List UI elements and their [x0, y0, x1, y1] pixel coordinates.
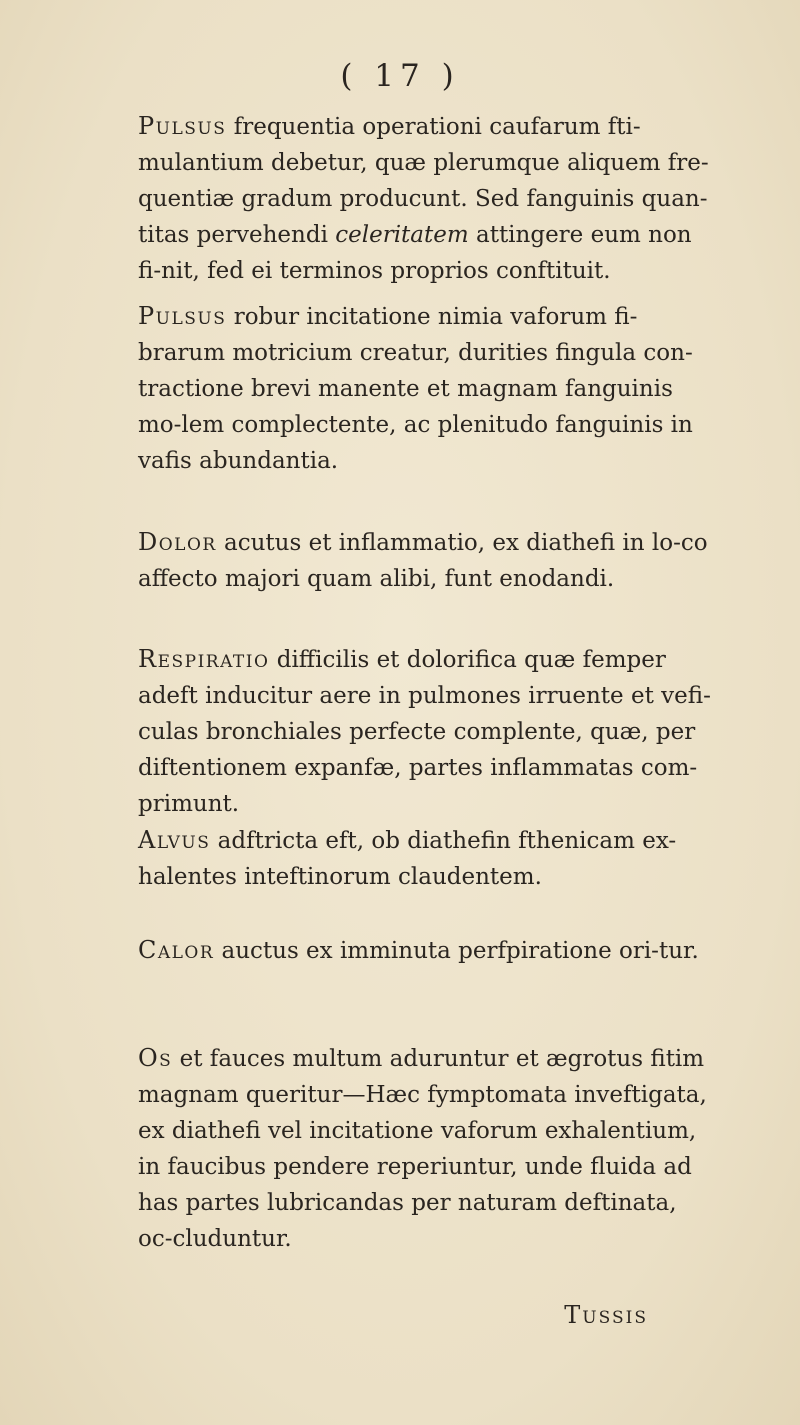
paragraph-lead-word: Alvus	[138, 826, 211, 854]
paragraph-text: robur incitatione nimia vaforum fi-brarum motricium creatur, durities fingula con-tractione brevi manente et magnam fanguinis mo-lem complectente, ac plenitudo fanguinis in vafis abundantia.	[138, 304, 693, 474]
paragraph-dolor	[138, 524, 718, 597]
page-number: ( 17 )	[340, 58, 460, 94]
paragraph-lead-word: Pulsus	[138, 112, 227, 140]
paragraph-lead-word: Os	[138, 1044, 173, 1072]
catchword: Tussis	[564, 1301, 648, 1329]
paragraph-lead-word: Respiratio	[138, 645, 270, 673]
paragraph-lead-word: Pulsus	[138, 302, 227, 330]
paragraph-calor	[138, 932, 718, 969]
paragraph-text: acutus et inflammatio, ex diathefi in lo-co affecto majori quam alibi, funt enodandi.	[138, 530, 708, 592]
paragraph-text: adftricta eft, ob diathefin fthenicam ex-halentes inteftinorum claudentem.	[138, 828, 677, 890]
emphasized-word: celeritatem	[335, 222, 469, 248]
paragraph-text: et fauces multum aduruntur et ægrotus fitim magnam queritur—Hæc fymptomata inveftigata, ex diathefi vel incitatione vaforum exhalentium, in faucibus pendere reperiuntur, unde fluida ad has partes lubricandas per naturam deftinata, oc-cluduntur.	[138, 1046, 707, 1252]
paragraph-text: difficilis et dolorifica quæ femper adeft inducitur aere in pulmones irruente et vefi-culas bronchiales perfecte complente, quæ, per diftentionem expanfæ, partes inflammatas com-primunt.	[138, 647, 711, 817]
paragraph-text: auctus ex imminuta perfpiratione ori-tur.	[214, 938, 699, 964]
paragraph-text: frequentia operationi caufarum fti-mulantium debetur, quæ plerumque aliquem fre-quentiæ gradum producunt. Sed fanguinis quan-titas pervehendi	[138, 114, 709, 248]
paragraph-text: attingere eum non fi-nit, fed ei terminos proprios conftituit.	[138, 222, 692, 284]
paragraph-pulsus-frequentia	[138, 108, 718, 289]
paragraph-alvus	[138, 822, 718, 895]
paragraph-respiratio	[138, 641, 718, 822]
paragraph-lead-word: Dolor	[138, 528, 217, 556]
paragraph-lead-word: Calor	[138, 936, 215, 964]
paragraph-pulsus-robur	[138, 298, 718, 479]
paragraph-os-fauces	[138, 1040, 718, 1257]
